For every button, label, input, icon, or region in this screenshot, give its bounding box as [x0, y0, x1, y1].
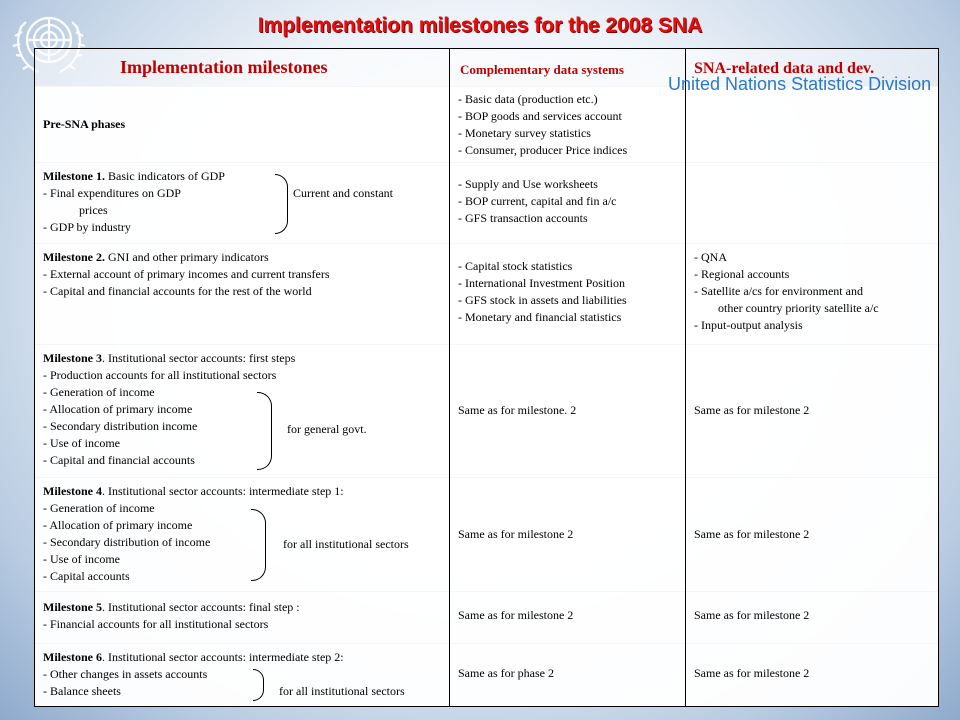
list-item: - Balance sheets: [43, 684, 121, 698]
slide-title: Implementation milestones for the 2008 SNA: [257, 14, 703, 37]
list-item: - Allocation of primary income: [43, 402, 193, 416]
row-sna-related-cell: [686, 643, 939, 706]
milestone-label: Milestone 6: [43, 650, 102, 664]
list-item: - Production accounts for all institutional sectors: [43, 368, 277, 382]
list-item: - BOP goods and services account: [458, 109, 622, 123]
row-phase-cell: [34, 591, 450, 643]
table-row: [34, 162, 939, 244]
unsd-wordmark: United Nations Statistics Division: [668, 74, 932, 94]
list-item: - Capital and financial accounts for the rest of the world: [43, 284, 312, 298]
milestone-label: Milestone 2.: [43, 250, 105, 264]
table-row: [34, 477, 939, 592]
row-complementary-cell: [450, 86, 686, 162]
row-complementary-cell: [450, 243, 686, 344]
same-as-text: Same as for milestone 2: [694, 527, 810, 541]
list-item: - Other changes in assets accounts: [43, 667, 208, 681]
row-sna-related-cell: [686, 162, 939, 243]
same-as-text: Same as for milestone 2: [694, 608, 810, 622]
milestone-label: Milestone 5: [43, 600, 102, 614]
row-phase-cell: [34, 86, 450, 162]
milestone-label: Milestone 4: [43, 484, 102, 498]
milestone-label: Milestone 3: [43, 351, 102, 365]
milestone-title: Basic indicators of GDP: [105, 169, 225, 183]
milestone-label: Milestone 1.: [43, 169, 105, 183]
brace-annotation: for all institutional sectors: [283, 537, 409, 551]
header-complementary-data-systems: Complementary data systems: [450, 48, 686, 86]
list-item: - Regional accounts: [694, 267, 790, 281]
same-as-text: Same as for milestone. 2: [458, 403, 577, 417]
list-item: - Use of income: [43, 436, 120, 450]
row-phase-cell: [34, 162, 450, 243]
milestone-title: . Institutional sector accounts: first steps: [102, 351, 296, 365]
row-complementary-cell: [450, 477, 686, 591]
row-phase-cell: [34, 344, 450, 477]
pre-sna-label: Pre-SNA phases: [43, 117, 126, 131]
row-complementary-cell: [450, 344, 686, 477]
row-phase-cell: [34, 243, 450, 344]
list-item: - Monetary and financial statistics: [458, 310, 622, 324]
list-item: - Secondary distribution income: [43, 419, 198, 433]
row-complementary-cell: [450, 591, 686, 643]
list-item: - Allocation of primary income: [43, 518, 193, 532]
list-item: - Capital accounts: [43, 569, 130, 583]
brace-annotation: Current and constant: [293, 186, 393, 200]
table-row: [34, 344, 939, 478]
list-item: - BOP current, capital and fin a/c: [458, 194, 617, 208]
row-sna-related-cell: [686, 591, 939, 643]
list-item: - QNA: [694, 250, 727, 264]
list-item: other country priority satellite a/c: [718, 301, 879, 315]
list-item: - Generation of income: [43, 385, 155, 399]
same-as-text: Same as for milestone 2: [458, 608, 574, 622]
brace-icon: [251, 509, 266, 581]
row-phase-cell: [34, 643, 450, 706]
row-sna-related-cell: [686, 344, 939, 477]
table-row: [34, 86, 939, 163]
row-sna-related-cell: [686, 243, 939, 344]
brace-annotation: for general govt.: [287, 422, 367, 436]
milestone-title: . Institutional sector accounts: intermediate step 1:: [102, 484, 344, 498]
list-item: - External account of primary incomes and current transfers: [43, 267, 330, 281]
list-item: - Monetary survey statistics: [458, 126, 591, 140]
list-item: - Generation of income: [43, 501, 155, 515]
row-sna-related-cell: [686, 477, 939, 591]
row-complementary-cell: [450, 162, 686, 243]
table-row: [34, 591, 939, 644]
brace-annotation: for all institutional sectors: [279, 684, 405, 698]
list-item: - GFS stock in assets and liabilities: [458, 293, 627, 307]
row-sna-related-cell: [686, 86, 939, 162]
list-item: - Secondary distribution of income: [43, 535, 211, 549]
milestone-title: . Institutional sector accounts: final step :: [102, 600, 300, 614]
milestone-title: . Institutional sector accounts: intermediate step 2:: [102, 650, 344, 664]
brace-icon: [257, 392, 272, 470]
row-phase-cell: [34, 477, 450, 591]
list-item: - Satellite a/cs for environment and: [694, 284, 863, 298]
list-item: - Capital stock statistics: [458, 259, 573, 273]
list-item: - Supply and Use worksheets: [458, 177, 598, 191]
list-item: - Consumer, producer Price indices: [458, 143, 628, 157]
header-sna-related-data: SNA-related data and dev.: [686, 48, 939, 86]
list-item: - International Investment Position: [458, 276, 625, 290]
list-item: - Financial accounts for all institutional sectors: [43, 617, 269, 631]
list-item: - GFS transaction accounts: [458, 211, 588, 225]
list-item: - GDP by industry: [43, 220, 131, 234]
table-row: [34, 643, 939, 707]
list-item: - Capital and financial accounts: [43, 453, 195, 467]
brace-icon: [275, 174, 288, 234]
milestone-title: GNI and other primary indicators: [105, 250, 269, 264]
milestones-table: [34, 48, 939, 708]
same-as-text: Same as for milestone 2: [694, 666, 810, 680]
list-item: prices: [79, 203, 108, 217]
same-as-text: Same as for phase 2: [458, 666, 554, 680]
row-complementary-cell: [450, 643, 686, 706]
list-item: - Use of income: [43, 552, 120, 566]
list-item: - Basic data (production etc.): [458, 92, 598, 106]
list-item: - Input-output analysis: [694, 318, 803, 332]
same-as-text: Same as for milestone 2: [458, 527, 574, 541]
list-item: - Final expenditures on GDP: [43, 186, 181, 200]
table-row: [34, 243, 939, 345]
header-implementation-milestones: Implementation milestones: [34, 48, 450, 86]
same-as-text: Same as for milestone 2: [694, 403, 810, 417]
